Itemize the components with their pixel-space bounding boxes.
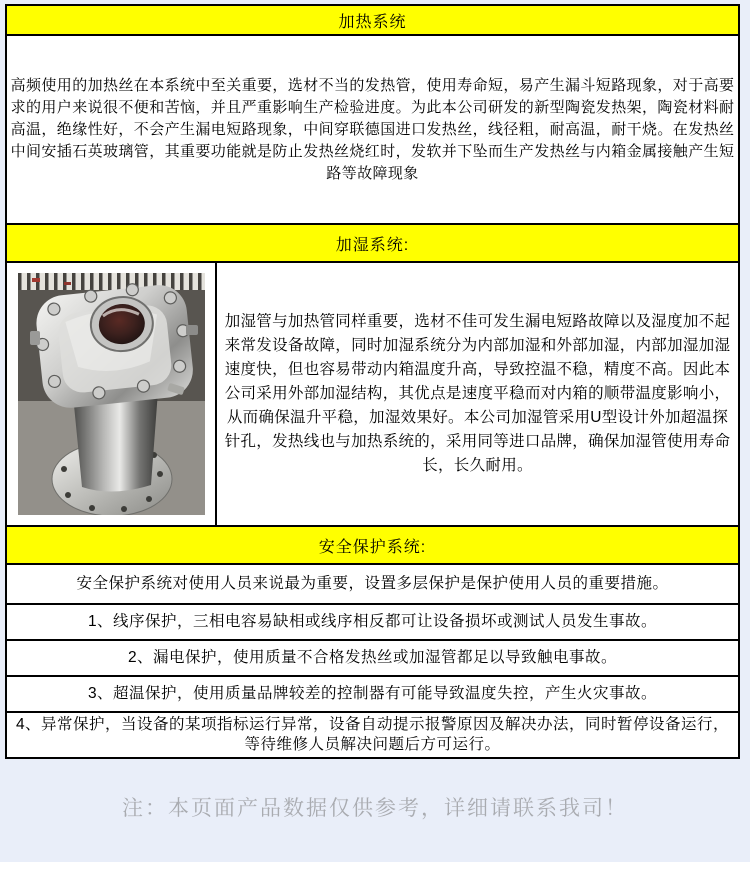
- safety-item-row: [7, 605, 738, 641]
- humidifier-photo-cell: [7, 263, 217, 525]
- humidifying-section-header: [7, 225, 738, 263]
- safety-item-4-text: 4、异常保护，当设备的某项指标运行异常，设备自动提示报警原因及解决办法，同时暂停设备运行，等待维修人员解决问题后方可运行。: [15, 716, 730, 753]
- safety-item-2-text: 2、漏电保护，使用质量不合格发热丝或加湿管都足以导致触电事故。: [127, 649, 618, 666]
- humidifying-section-body: [7, 263, 738, 527]
- safety-item-row: [7, 641, 738, 677]
- heating-section-header: [7, 6, 738, 36]
- safety-intro-text: 安全保护系统对使用人员来说最为重要，设置多层保护是保护使用人员的重要措施。: [76, 575, 669, 592]
- heating-section-body: [7, 36, 738, 225]
- safety-item-3-text: 3、超温保护，使用质量品牌较差的控制器有可能导致温度失控，产生火灾事故。: [87, 685, 658, 702]
- product-spec-document: [5, 4, 740, 759]
- heating-section-title: 加热系统: [338, 13, 407, 31]
- safety-section-title: 安全保护系统:: [318, 538, 427, 556]
- safety-item-row: [7, 713, 738, 757]
- heating-description-text: 高频使用的加热丝在本系统中至关重要，选材不当的发热管，使用寿命短，易产生漏斗短路现象，对于高要求的用户来说很不便和苦恼，并且严重影响生产检验进度。为此本公司研发的新型陶瓷发热架，陶瓷材料耐高温，绝缘性好，不会产生漏电短路现象，中间穿联德国进口发热丝，线径粗，耐高温，耐干烧。在发热丝中间安插石英玻璃管，其重要功能就是防止发热丝烧红时，发软并下坠而生产发热丝与内箱金属接触产生短路等故障现象: [10, 76, 735, 182]
- safety-item-row: [7, 677, 738, 713]
- safety-section-header: [7, 527, 738, 565]
- safety-intro-row: [7, 565, 738, 605]
- footer-disclaimer: 注：本页面产品数据仅供参考，详细请联系我司！: [122, 797, 628, 820]
- humidifying-text-cell: [217, 263, 738, 525]
- safety-item-1-text: 1、线序保护，三相电容易缺相或线序相反都可让设备损坏或测试人员发生事故。: [87, 613, 658, 630]
- humidifying-description-text: 加湿管与加热管同样重要，选材不佳可发生漏电短路故障以及湿度加不起来常发设备故障，同时加湿系统分为内部加湿和外部加湿，内部加湿加湿速度快，但也容易带动内箱温度升高，导致控温不稳，精度不高。因此本公司采用外部加湿结构，其优点是速度平稳而对内箱的顺带温度影响小，从而确保温升平稳，加湿效果好。本公司加湿管采用U型设计外加超温探针孔，发热线也与加热系统的，采用同等进口品牌，确保加湿管使用寿命长，长久耐用。: [224, 313, 731, 474]
- humidifier-photo: [18, 273, 205, 515]
- humidifying-section-title: 加湿系统:: [335, 236, 410, 254]
